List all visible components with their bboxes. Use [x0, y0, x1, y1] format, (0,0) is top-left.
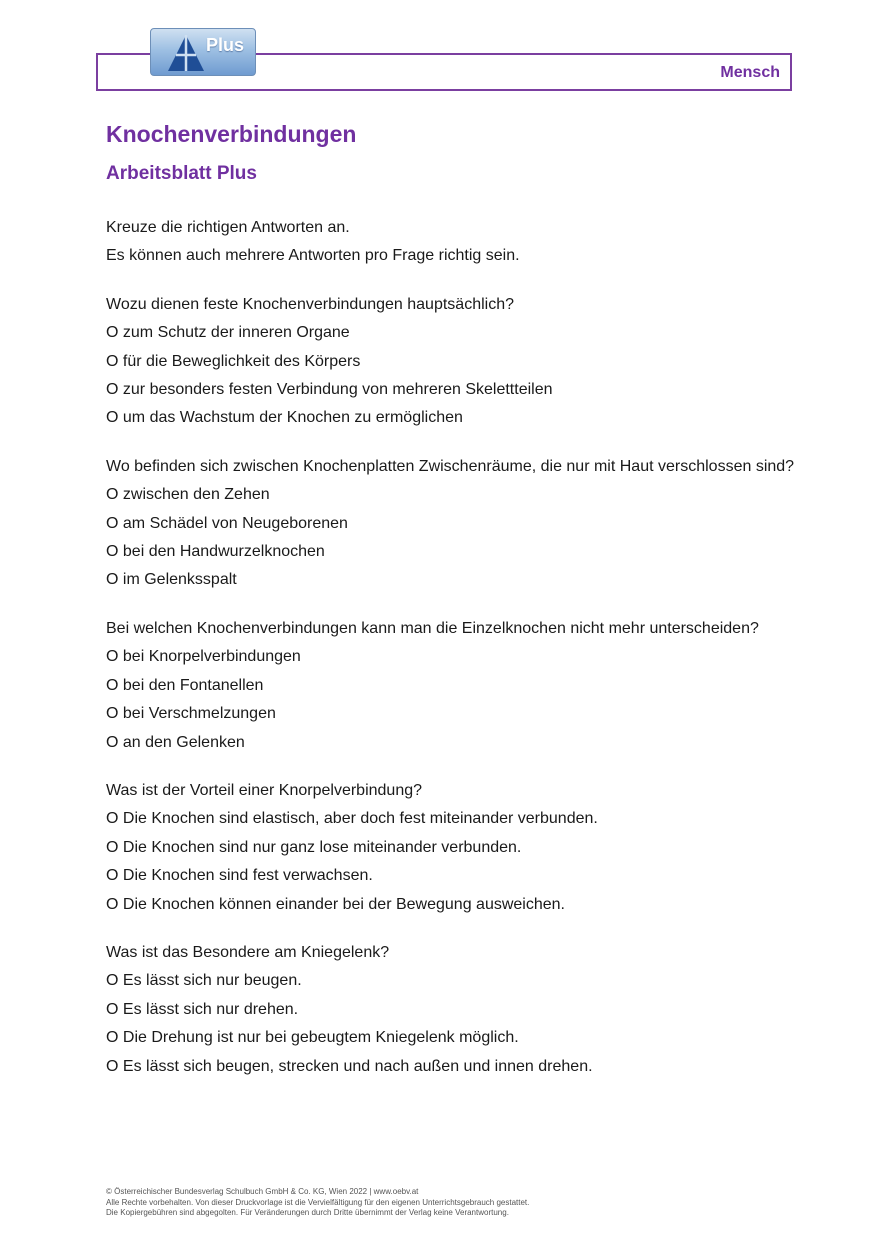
instruction-line: Kreuze die richtigen Antworten an. [106, 219, 350, 236]
copyright-footer [106, 1187, 529, 1219]
answer-option[interactable]: O Die Knochen sind nur ganz lose miteinander verbunden. [106, 838, 522, 856]
question-text: Was ist das Besondere am Kniegelenk? [106, 943, 390, 961]
instructions [106, 214, 796, 271]
answer-option[interactable]: O Die Knochen können einander bei der Bewegung ausweichen. [106, 895, 565, 913]
answer-option[interactable]: O für die Beweglichkeit des Körpers [106, 352, 361, 370]
answer-option[interactable]: O zum Schutz der inneren Organe [106, 324, 350, 342]
question-text: Wo befinden sich zwischen Knochenplatten Zwischenräume, die nur mit Haut verschlossen sind? [106, 457, 795, 475]
publisher-logo [150, 28, 256, 76]
question-text: Was ist der Vorteil einer Knorpelverbindung? [106, 781, 423, 799]
answer-option[interactable]: O um das Wachstum der Knochen zu ermöglichen [106, 409, 463, 427]
question-block [106, 291, 796, 433]
footer-line: © Österreichischer Bundesverlag Schulbuch GmbH & Co. KG, Wien 2022 | www.oebv.at [106, 1187, 419, 1196]
answer-option[interactable]: O Die Knochen sind elastisch, aber doch fest miteinander verbunden. [106, 810, 598, 828]
page-title: Knochenverbindungen [106, 121, 357, 147]
question-block [106, 453, 796, 595]
question-block [106, 777, 796, 919]
triangle-logo-icon [167, 34, 205, 72]
logo-text: Plus [206, 35, 245, 55]
answer-option[interactable]: O bei Verschmelzungen [106, 705, 276, 723]
answer-option[interactable]: O bei den Fontanellen [106, 676, 264, 694]
answer-option[interactable]: O Es lässt sich beugen, strecken und nach außen und innen drehen. [106, 1057, 593, 1075]
answer-option[interactable]: O am Schädel von Neugeborenen [106, 514, 348, 532]
footer-line: Alle Rechte vorbehalten. Von dieser Druckvorlage ist die Vervielfältigung für den eigenen Unterrichtsgebrauch gestattet. [106, 1197, 530, 1207]
instruction-line: Es können auch mehrere Antworten pro Frage richtig sein. [106, 247, 520, 265]
answer-option[interactable]: O Die Knochen sind fest verwachsen. [106, 867, 373, 885]
question-text: Wozu dienen feste Knochenverbindungen hauptsächlich? [106, 295, 514, 313]
answer-option[interactable]: O Es lässt sich nur drehen. [106, 1000, 299, 1018]
answer-option[interactable]: O Die Drehung ist nur bei gebeugtem Kniegelenk möglich. [106, 1029, 519, 1047]
question-block [106, 615, 796, 757]
question-text: Bei welchen Knochenverbindungen kann man die Einzelknochen nicht mehr unterscheiden? [106, 619, 759, 637]
answer-option[interactable]: O an den Gelenken [106, 733, 245, 751]
question-block [106, 939, 796, 1081]
answer-option[interactable]: O zwischen den Zehen [106, 486, 270, 504]
footer-line: Die Kopiergebühren sind abgegolten. Für Veränderungen durch Dritte übernimmt der Verlag keine Verantwortung. [106, 1208, 509, 1217]
answer-option[interactable]: O bei den Handwurzelknochen [106, 543, 325, 561]
answer-option[interactable]: O zur besonders festen Verbindung von mehreren Skelettteilen [106, 381, 553, 399]
subject-label: Mensch [720, 64, 780, 81]
answer-option[interactable]: O Es lässt sich nur beugen. [106, 972, 302, 990]
page-subtitle: Arbeitsblatt Plus [106, 163, 257, 184]
answer-option[interactable]: O bei Knorpelverbindungen [106, 648, 301, 666]
worksheet-content [106, 214, 796, 1101]
answer-option[interactable]: O im Gelenksspalt [106, 571, 237, 589]
